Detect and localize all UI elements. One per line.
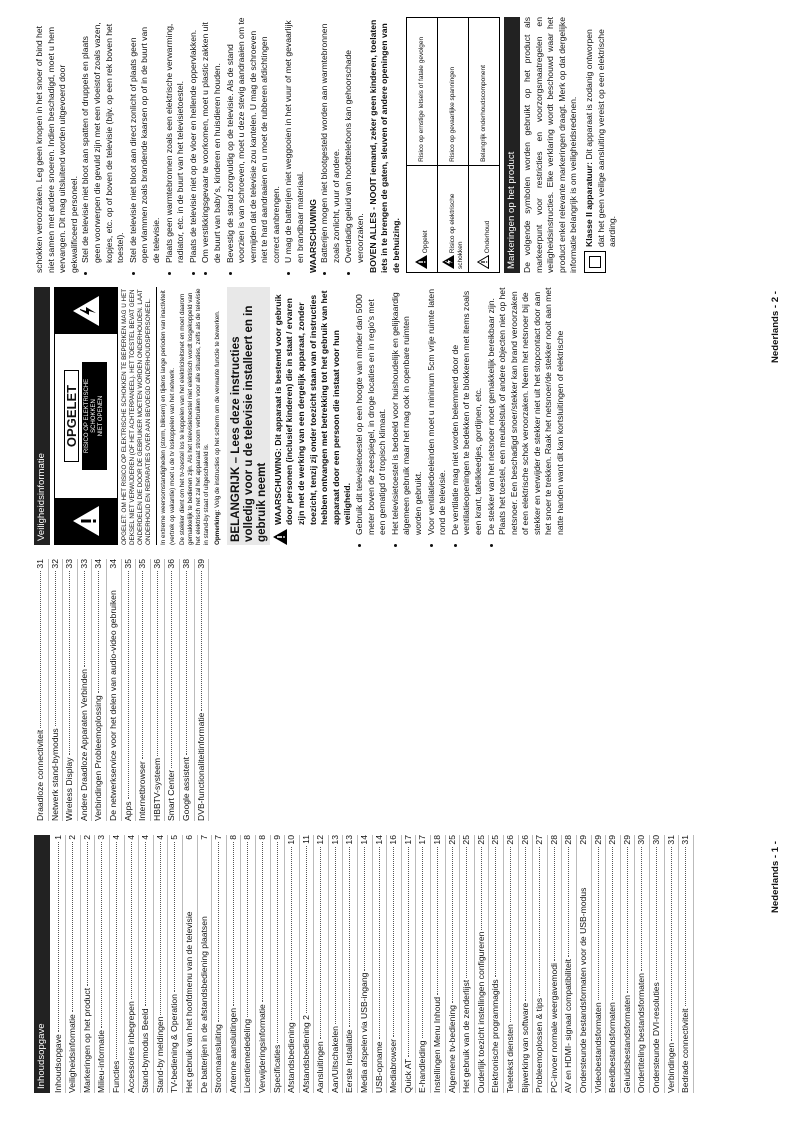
toc-entry-title: Afstandsbediening (286, 1022, 297, 1093)
toc-entry[interactable] (314, 835, 329, 1093)
toc-entry-title: Quick AT (402, 1058, 413, 1093)
toc-entry-page: 17 (417, 835, 428, 845)
toc-entry-title: Eerste Installatie (344, 1029, 355, 1093)
toc-entry-page: 31 (680, 835, 691, 845)
toc-entry-title: Ouderlijk toezicht instellingen configureren (475, 931, 486, 1093)
markings-title: Markeringen op het product (504, 17, 520, 273)
safety-bullets-continued (80, 17, 306, 273)
caution-text: OPGELET: OM HET RISICO OP ELEKTRISCHE SCHOKKEN TE BEPERKEN MAG U HET DEKSEL NIET VERWIJDEREN (OF HET ACHTERPANEEL). HET TOESTEL BEVAT GEEN ONDERDELEN DIE DOOR DE GEBRUIKER MOETEN WORDEN ONDERHOUDEN. LAAT ONDERHOUD EN REPARATIES OVER AAN BEVOEGD ONDERHOUDSPERSONEEL. (120, 288, 153, 545)
toc-leader (87, 842, 88, 986)
toc-entry-title: E-handleiding (417, 1040, 428, 1093)
toc-leader (364, 847, 365, 971)
table-row (469, 18, 500, 273)
toc-entry-page: 4 (140, 835, 151, 840)
toc-entry-title: Andere Draadloze Apparaten Verbinden (78, 669, 89, 821)
toc-entry-title: Inhoudsopgave (52, 1034, 63, 1093)
toc-leader (320, 847, 321, 1040)
symbols-table (406, 17, 500, 273)
list-item: • Overdadig geluid van hoofdtelefoons kan gehoorschade veroorzaken. (343, 17, 366, 263)
toc-leader (128, 571, 129, 800)
list-item: • Bevestig de stand zorgvuldig op de televisie. Als de stand voorzien is van schroeven, moet u deze stevig aandraaien om te vermijden dat de televisie zou kantelen. U mag de schroeven niet te hard aandraaien en u moet de rubberen afdichtingen correct aanbrengen. (225, 17, 283, 263)
toc-entry-page: 33 (78, 559, 89, 569)
list-item: • Het televisietoestel is bedoeld voor huishoudelijk en gelijkaardig algemeen gebruik maar het mag ook in openbare ruimten worden gebruikt. (390, 287, 425, 535)
toc-continued-column (34, 559, 209, 821)
safety-bullets (354, 287, 567, 545)
toc-entry[interactable] (358, 835, 373, 1093)
toc-entry-page: 5 (169, 835, 180, 840)
toc-entry-page: 4 (110, 835, 121, 840)
toc-entry-page: 7 (213, 835, 224, 840)
toc-leader (84, 571, 85, 668)
toc-leader (335, 847, 336, 1025)
toc-leader (142, 571, 143, 760)
toc-entry-page: 8 (227, 835, 238, 840)
toc-entry-title: Apps (122, 801, 133, 821)
toc-entry[interactable] (122, 559, 137, 821)
toc-entry[interactable] (52, 835, 67, 1093)
toc-entry-page: 25 (461, 835, 472, 845)
toc-entry[interactable] (92, 559, 107, 821)
toc-entry[interactable] (195, 559, 210, 821)
toc-entry[interactable] (373, 835, 388, 1093)
toc-entry-page: 4 (125, 835, 136, 840)
toc-entry-title: Verbindingen (665, 1042, 676, 1093)
remark-label: Opmerking: (213, 509, 221, 545)
toc-leader (685, 847, 686, 1007)
toc-entry-title: Functies (110, 1060, 121, 1093)
safety-note-remark (214, 287, 222, 545)
list-item: • Voor ventilatiedoeleinden moet u minimum 5cm vrije ruimte laten rond de televisie. (426, 287, 449, 535)
toc-entry[interactable] (227, 835, 242, 1093)
toc-entry-title: Google assistent (180, 756, 191, 821)
toc-entry-title: Algemene tv-bediening (446, 1005, 457, 1093)
toc-entry-page: 13 (329, 835, 340, 845)
toc-leader (525, 847, 526, 1001)
list-item: • Om verstikkingsgevaar te voorkomen, moet u plastic zakken uit de buurt van baby's, kinderen en huisdieren houden. (200, 17, 223, 263)
toc-entry-title: Milieu-informatie (96, 1029, 107, 1093)
important-banner: BELANGRIJK – Lees deze instructies volledig voor u de televisie installeert en in gebruik neemt (227, 287, 270, 545)
toc-leader (101, 842, 102, 1028)
toc-entry[interactable] (489, 835, 504, 1093)
toc-entry[interactable] (343, 835, 358, 1093)
toc-entry[interactable] (329, 835, 344, 1093)
symbol-desc: Belangrijk onderhoudscomponent (469, 18, 500, 166)
toc-leader (539, 847, 540, 996)
toc-entry[interactable] (95, 835, 110, 1093)
symbol-label: Risico op elektrische schokken (448, 193, 464, 269)
toc-entry-page: 30 (650, 835, 661, 845)
toc-entry-page: 31 (35, 559, 45, 569)
list-item: • U mag de batterijen niet weggooien in het vuur of met gevaarlijk en brandbaar materiaal. (283, 17, 306, 263)
toc-entry-page: 33 (64, 559, 75, 569)
toc-leader (262, 842, 263, 1002)
toc-leader (656, 847, 657, 981)
toc-entry[interactable] (63, 559, 78, 821)
toc-entry-page: 29 (577, 835, 588, 845)
toc-leader (233, 842, 234, 1006)
class-ii-block (584, 17, 619, 273)
toc-leader (58, 842, 59, 1032)
class-ii-text (584, 17, 619, 247)
toc-leader (641, 847, 642, 972)
symbol-label: Opgelet (421, 230, 429, 254)
page-number-right: Nederlands - 2 - (770, 291, 781, 363)
toc-list-continued (34, 559, 209, 821)
toc-entry-title: Bedrade connectiviteit (680, 1008, 691, 1093)
toc-entry-page: 17 (402, 835, 413, 845)
toc-entry-page: 1 (52, 835, 63, 840)
toc-entry-title: Markeringen op het product (81, 987, 92, 1093)
toc-entry-page: 29 (621, 835, 632, 845)
toc-entry-page: 29 (607, 835, 618, 845)
table-row (407, 18, 438, 273)
toc-entry[interactable] (621, 835, 636, 1093)
toc-entry-title: Het gebruik van de zenderlijst (461, 979, 472, 1093)
toc-leader (598, 847, 599, 1001)
toc-entry-page: 34 (93, 559, 104, 569)
toc-entry-title: Ondersteunde bestandsformaten voor de USB-modus (577, 887, 588, 1093)
list-item: • Stel de televisie niet bloot aan spatten of druppels en plaats geen voorwerpen die gevuld zijn met een vloeistof zoals vazen, kopjes, etc. op of boven de televisie (bijv. op een rek boven het toestel). (80, 17, 126, 263)
shock-triangle-icon (442, 255, 454, 269)
toc-entry-title: Wireless Display (64, 757, 75, 821)
symbol-desc: Risico op ernstige letsels of fatale gevolgen (407, 18, 438, 166)
toc-leader (131, 842, 132, 999)
list-item: • Gebruik dit televisietoestel op een hoogte van minder dan 5000 meter boven de zeespiegel, in droge locaties en in regio's met een gematigd of tropisch klimaat. (354, 287, 389, 535)
risk-line: RISICO OP ELEKTRISCHE (84, 378, 91, 454)
toc-entry[interactable] (562, 835, 577, 1093)
toc-entry[interactable] (548, 835, 563, 1093)
class-ii-desc: Dit apparaat is zodanig ontworpen dat het geen veilige aansluiting vereist op een elektrische aarding. (583, 29, 618, 247)
toc-entry[interactable] (165, 559, 180, 821)
toc-leader (277, 842, 278, 1043)
toc-entry-title: Geluidsbestandsformaten (621, 995, 632, 1093)
toc-leader (671, 847, 672, 1041)
toc-title: Inhoudsopgave (34, 835, 50, 1093)
risk-line: NIET OPENEN (98, 395, 105, 437)
safety-title: Veiligheidsinformatie (34, 287, 50, 545)
toc-leader (201, 571, 202, 711)
toc-entry-page: 13 (344, 835, 355, 845)
toc-entry-title: Videobestandsformaten (592, 1002, 603, 1093)
exclamation-triangle-icon (55, 498, 117, 544)
toc-leader (437, 847, 438, 995)
list-item: • Batterijen mogen niet blootgesteld worden aan warmtebronnen zoals zonlicht, vuur of andere. (319, 17, 342, 263)
toc-entry-page: 12 (315, 835, 326, 845)
toc-entry-page: 8 (242, 835, 253, 840)
list-item: • Plaats de televisie niet op de vloer en hellende oppervlakken. (188, 17, 200, 263)
toc-entry[interactable] (139, 835, 154, 1093)
toc-leader (72, 842, 73, 1012)
toc-entry-page: 28 (548, 835, 559, 845)
toc-entry-page: 26 (519, 835, 530, 845)
toc-leader (306, 846, 307, 1013)
safety-note-weather: In extreme weersomstandigheden (storm, bliksem) en tijdens lange perioden van inactiviteit (vertrek op vakantie) moet u de tv loskoppelen van het netwerk. (160, 290, 176, 545)
toc-leader (69, 571, 70, 756)
toc-entry-title: PC-invoer normale weergavemodi (548, 963, 559, 1093)
toc-leader (408, 847, 409, 1057)
toc-column (34, 835, 694, 1093)
symbol-label: Onderhoud (483, 220, 491, 254)
toc-entry[interactable] (183, 835, 198, 1093)
toc-entry-page: 39 (195, 559, 206, 569)
toc-entry[interactable] (446, 835, 461, 1093)
toc-entry[interactable] (650, 835, 665, 1093)
toc-entry-title: Netwerk stand-bymodus (49, 728, 60, 821)
toc-entry-page: 26 (505, 835, 515, 845)
toc-entry-title: Het gebruik van het hoofdmenu van de televisie (183, 911, 194, 1093)
toc-entry-page: 18 (432, 835, 443, 845)
safety-column (34, 287, 568, 545)
toc-entry[interactable] (78, 559, 93, 821)
toc-entry-title: Veiligheidsinformatie (67, 1014, 78, 1093)
toc-entry-title: Accessoires inbegrepen (125, 1001, 136, 1093)
toc-entry-page: 7 (198, 835, 209, 840)
list-item: • De ventilatie mag niet worden belemmerd door de ventilatieopeningen te bedekken of te blokkeren met items zoals een krant, tafelkleedjes, gordijnen, etc. (450, 287, 485, 535)
continued-text: schokken veroorzaken. Leg geen knopen in het snoer of bind het niet samen met andere snoeren. Indien beschadigd, moet u hem vervangen. Dit mag uitsluitend worden uitgevoerd door gekwalificeerd personeel. (34, 25, 79, 273)
toc-leader (157, 571, 158, 756)
toc-leader (55, 571, 56, 727)
toc-entry[interactable] (577, 835, 592, 1093)
toc-entry-title: TV-bediening & Operation (169, 994, 180, 1093)
toc-leader (218, 842, 219, 1022)
toc-entry[interactable] (402, 835, 417, 1093)
toc-leader (627, 847, 628, 994)
toc-entry-title: Smart Center (166, 769, 177, 821)
toc-entry[interactable] (168, 835, 183, 1093)
toc-entry[interactable] (665, 835, 680, 1093)
toc-leader (171, 571, 172, 768)
toc-entry-title: Aansluitingen (315, 1041, 326, 1093)
toc-leader (452, 847, 453, 1004)
toc-entry[interactable] (416, 835, 431, 1093)
toc-entry-title: De netwerkservice voor het delen van audio-video gebruiken (107, 590, 118, 821)
list-item: • Plaats geen warmtebronnen zoals een elektrische verwarming, radiator, etc. in de buurt van het televisietoestel. (164, 17, 187, 263)
toc-entry[interactable] (212, 835, 227, 1093)
toc-entry[interactable] (198, 835, 213, 1093)
toc-entry-page: 36 (151, 559, 162, 569)
toc-entry-page: 25 (490, 835, 501, 845)
toc-leader (349, 847, 350, 1028)
toc-entry-title: Antenne aansluitingen (227, 1007, 238, 1093)
toc-entry-page: 38 (180, 559, 191, 569)
toc-entry[interactable] (81, 835, 96, 1093)
toc-entry-title: Stand-bymodus Beeld (140, 1008, 151, 1093)
toc-entry-page: 14 (373, 835, 384, 845)
toc-entry-title: Teletekst diensten (505, 1024, 515, 1093)
toc-entry-page: 2 (67, 835, 78, 840)
caution-triangle-icon (415, 255, 427, 269)
toc-leader (510, 847, 511, 1023)
toc-entry-title: Mediabrowser (388, 1039, 399, 1093)
toc-leader (466, 847, 467, 978)
toc-entry-page: 4 (154, 835, 165, 840)
toc-leader (291, 847, 292, 1021)
toc-entry-title: Bijwerking van software (519, 1002, 530, 1093)
toc-leader (481, 847, 482, 930)
toc-entry-page: 2 (81, 835, 92, 840)
warning-triangle-icon (273, 529, 287, 545)
toc-entry-page: 8 (256, 835, 267, 840)
toc-entry-title: Licentiemededeling (242, 1018, 253, 1093)
toc-entry[interactable] (241, 835, 256, 1093)
toc-leader (145, 842, 146, 1007)
toc-leader (393, 847, 394, 1037)
toc-entry[interactable] (475, 835, 490, 1093)
toc-entry-title: Ondertiteling bestandsformaten (636, 973, 647, 1093)
toc-entry[interactable] (431, 835, 446, 1093)
toc-entry-title: USB-opname (373, 1041, 384, 1093)
toc-entry[interactable] (592, 835, 607, 1093)
toc-entry-title: Media afspelen via USB-ingang (359, 972, 370, 1093)
toc-entry[interactable] (107, 559, 122, 821)
toc-entry[interactable] (387, 835, 402, 1093)
toc-entry-title: De batterijen in de afstandsbediening plaatsen (198, 916, 209, 1093)
toc-leader (186, 571, 187, 755)
toc-entry-title: AV en HDMI- signaal compatibiliteit (563, 958, 574, 1093)
toc-entry-title: Verbindingen Probleemoplossing (93, 695, 104, 821)
toc-entry-page: 27 (534, 835, 545, 845)
toc-entry[interactable] (151, 559, 166, 821)
page-number-left: Nederlands - 1 - (770, 841, 781, 913)
lightning-triangle-icon (55, 288, 117, 334)
caution-heading: OPGELET (64, 370, 80, 462)
toc-entry[interactable] (180, 559, 195, 821)
toc-entry-title: Probleemoplossen & tips (534, 997, 545, 1093)
toc-entry-title: HBBTV-systeem (151, 757, 162, 821)
warning-block (273, 287, 354, 545)
toc-leader (174, 842, 175, 992)
toc-entry-page: 35 (122, 559, 133, 569)
toc-leader (98, 571, 99, 694)
toc-entry-page: 3 (96, 835, 107, 840)
safety-note-plug: De stekker dient om het tv-toestel los te koppelen van het elektriciteitsnet en moet daarom gemakkelijk te bedienen zijn. Als het televisietoestel niet elektrisch wordt losgekoppeld van het elektrisch net zal het apparaat stroom verbruiken voor alle situaties, zelfs als de televisie in stand-by staat of uitgeschakeld is. (178, 288, 211, 545)
warning-heading: WAARSCHUWING (307, 199, 318, 273)
toc-entry[interactable] (460, 835, 475, 1093)
toc-entry[interactable] (271, 835, 286, 1093)
toc-leader (40, 571, 41, 728)
remark-text: Volg de instructies op het scherm om de verwante functie te bewerken. (213, 310, 221, 510)
risk-label (82, 362, 107, 470)
toc-entry-title: Draadloze connectiviteit (35, 729, 45, 821)
toc-leader (612, 847, 613, 1001)
caution-box (54, 287, 118, 545)
toc-list (52, 835, 694, 1093)
safety-continued-column (34, 17, 619, 273)
toc-entry[interactable] (635, 835, 650, 1093)
table-row (438, 18, 469, 273)
toc-entry-page: 16 (388, 835, 399, 845)
toc-entry-page: 25 (446, 835, 457, 845)
toc-leader (247, 842, 248, 1017)
markings-intro: De volgende symbolen worden gebruikt op het product als markeerpunt voor restricties en voorzorgsmaatregelen en veiligheidsinstructies. Elke verklaring wordt beschouwd waar het product enkel relevante markeringen draagt. Merk op dat dergelijke informatie belangrijk is om veiligheidsredenen. (522, 17, 579, 273)
battery-warning-bullets (319, 17, 366, 273)
toc-entry-page: 35 (137, 559, 148, 569)
toc-entry-page: 32 (49, 559, 60, 569)
toc-entry-title: Stroomaansluiting (213, 1024, 224, 1093)
toc-entry[interactable] (136, 559, 151, 821)
toc-entry-title: Specificaties (271, 1044, 282, 1093)
toc-leader (554, 847, 555, 962)
toc-entry[interactable] (300, 835, 315, 1093)
toc-entry-page: 25 (475, 835, 486, 845)
toc-entry-title: Stand-by meldingen (154, 1016, 165, 1093)
toc-leader (568, 847, 569, 957)
toc-leader (495, 847, 496, 978)
toc-entry-title: Afstandsbediening 2 (300, 1015, 311, 1093)
toc-entry[interactable] (125, 835, 140, 1093)
toc-entry[interactable] (66, 835, 81, 1093)
toc-leader (422, 847, 423, 1039)
toc-leader (379, 847, 380, 1040)
toc-entry[interactable] (519, 835, 534, 1093)
toc-entry[interactable] (256, 835, 271, 1093)
toc-entry-title: Aan/Uitschakelen (329, 1026, 340, 1093)
toc-entry-page: 28 (563, 835, 574, 845)
toc-entry-title: Elektronische programmagids (490, 979, 501, 1093)
toc-entry[interactable] (504, 835, 519, 1093)
toc-entry-page: 36 (166, 559, 177, 569)
toc-entry-page: 6 (183, 835, 194, 840)
toc-entry-page: 31 (665, 835, 676, 845)
toc-entry-page: 11 (300, 835, 311, 844)
toc-leader (160, 842, 161, 1015)
double-square-icon (584, 251, 606, 273)
toc-entry-title: Internetbrowser (137, 761, 148, 821)
list-item: • De stekker van het netsnoer moet gemakkelijk bereikbaar zijn. Plaats het toestel, een meubelstuk of andere objecten niet op het netsnoer. Een beschadigd snoer/stekker kan brand veroorzaken of een elektrische schok veroorzaken. Neem het netsnoer bij de stekker en verwijder de stekker niet uit het stopcontact door aan het snoer te trekken. Raak het netsnoer/de stekker nooit aan met natte handen want dit kan kortsluitingen of elektrische (486, 287, 567, 535)
toc-leader (116, 842, 117, 1059)
risk-line: SCHOKKEN (91, 399, 98, 433)
toc-entry-title: Instellingen Menu Inhoud (432, 996, 443, 1093)
toc-entry[interactable] (110, 835, 125, 1093)
toc-entry-title: Verwijderingsinformatie (256, 1004, 267, 1093)
toc-entry[interactable] (285, 835, 300, 1093)
toc-entry-page: 30 (636, 835, 647, 845)
toc-entry-title: DVB-functionaliteitinformatie (195, 712, 206, 821)
toc-entry[interactable] (34, 559, 49, 821)
toc-entry-page: 29 (592, 835, 603, 845)
class-ii-label: Klasse II apparatuur: (583, 161, 594, 247)
toc-entry[interactable] (606, 835, 621, 1093)
toc-entry-title: Beeldbestandsformaten (607, 1002, 618, 1093)
boven-alles-text: BOVEN ALLES - NOOIT iemand, zeker geen kinderen, toelaten iets in te brengen de gaten, sleuven of andere openingen van de behuizing. (367, 19, 401, 273)
symbol-desc: Risico op gevaarlijke spanningen (438, 18, 469, 166)
toc-entry-page: 10 (286, 835, 297, 845)
warning-text: WAARSCHUWING: Dit apparaat is bestemd voor gebruik door personen (inclusief kinderen) die in staat / ervaren zijn met de werking van een dergelijk apparaat, zonder toezicht, tenzij zij onder toezicht staan van of instructies hebben ontvangen met betrekking tot het gebruik van het apparaat door een persoon die instaat voor hun veiligheid. (272, 290, 353, 525)
toc-entry-page: 14 (359, 835, 370, 845)
toc-entry-page: 34 (107, 559, 118, 569)
toc-entry-title: Ondersteunde DVI-resoluties (650, 982, 661, 1093)
toc-entry[interactable] (49, 559, 64, 821)
toc-entry[interactable] (154, 835, 169, 1093)
toc-entry[interactable] (679, 835, 694, 1093)
toc-entry[interactable] (533, 835, 548, 1093)
maintenance-triangle-icon (477, 255, 489, 269)
toc-entry-page: 9 (271, 835, 282, 840)
list-item: • Stel de televisie niet bloot aan direct zonlicht of plaats geen open vlammen zoals brandende kaarsen op of in de buurt van de televisie. (128, 17, 163, 263)
